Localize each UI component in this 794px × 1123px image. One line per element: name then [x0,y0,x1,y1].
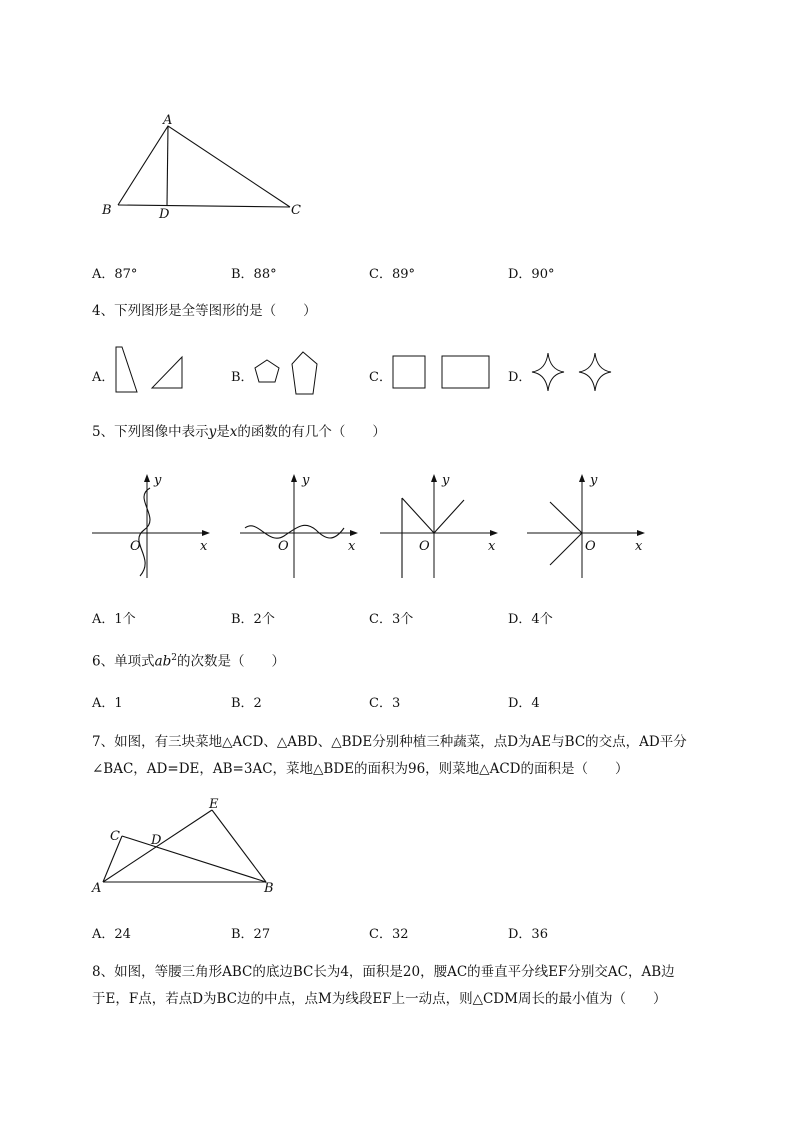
q6-stem [92,649,285,671]
fig7-label-D: D [151,833,162,848]
graph1-label-o: O [130,539,141,554]
q7-option-c: C．32 [369,927,409,942]
q5-stem-part3: 的函数的有几个（ ） [237,424,386,440]
q6-option-d: D．4 [508,696,540,711]
graph1-label-y: y [154,473,162,488]
q6-stem-expression: ab [154,653,172,670]
graph2-label-o: O [278,539,289,554]
q3-triangle-figure [95,110,325,225]
q4-label-d: D． [508,370,532,385]
fig3-label-B: B [102,203,112,218]
fig7-label-A: A [92,881,102,896]
q5-option-c: C．3个 [369,612,414,627]
fig3-label-C: C [291,203,301,218]
fig3-label-A: A [163,113,173,128]
q6-stem-part1: 6、单项式 [92,653,155,670]
q7-option-a: A．24 [92,927,131,942]
q5-stem-var-x: x [229,424,238,440]
q7-stem-line2: ∠BAC，AD=DE，AB=3AC，菜地△BDE的面积为96，则菜地△ACD的面积是（ ） [92,761,629,777]
q4-stem: 4、下列图形是全等图形的是（ ） [92,303,317,319]
q4-shape-a-triangles [112,345,192,395]
q4-label-b: B． [231,370,254,385]
q6-option-c: C．3 [369,696,401,711]
fig7-label-C: C [110,829,120,844]
q5-option-b: B．2个 [231,612,275,627]
q5-stem-part2: 是 [216,424,230,440]
q7-option-d: D．36 [508,927,548,942]
fig7-label-E: E [209,797,219,812]
q4-shape-b-pentagons [250,348,330,398]
q5-graph-2 [240,470,365,582]
q5-graph-4 [527,470,652,582]
graph4-label-x: x [635,539,643,554]
q6-stem-part2: 的次数是（ ） [177,653,286,670]
graph2-label-x: x [348,539,356,554]
graph2-label-y: y [302,473,310,488]
graph3-label-o: O [419,539,430,554]
q5-stem [92,423,386,441]
q7-stem-line1: 7、如图，有三块菜地△ACD、△ABD、△BDE分别种植三种蔬菜，点D为AE与BC的交点，AD平分 [92,734,687,750]
q4-shape-c-rectangles [388,350,498,395]
graph4-label-o: O [585,539,596,554]
q5-stem-part1: 5、下列图像中表示 [92,424,209,440]
q3-option-b: B．88° [231,267,277,282]
q8-stem-line2: 于E，F点，若点D为BC边的中点，点M为线段EF上一动点，则△CDM周长的最小值为（ ） [92,991,667,1007]
q5-graph-3 [380,470,505,582]
q8-stem-line1: 8、如图，等腰三角形ABC的底边BC长为4，面积是20，腰AC的垂直平分线EF分别交AC，AB边 [92,964,675,980]
q6-option-b: B．2 [231,696,262,711]
fig3-label-D: D [159,207,170,222]
q6-option-a: A．1 [92,696,123,711]
q5-option-d: D．4个 [508,612,553,627]
q5-option-a: A．1个 [92,612,136,627]
fig7-label-B: B [264,881,274,896]
q7-figure [92,796,282,896]
graph4-label-y: y [590,473,598,488]
q4-label-c: C． [369,370,392,385]
q5-stem-var-y: y [208,424,217,440]
q3-option-d: D．90° [508,267,555,282]
graph1-label-x: x [200,539,208,554]
graph3-label-x: x [488,539,496,554]
graph3-label-y: y [442,473,450,488]
q4-label-a: A． [92,370,115,385]
q4-shape-d-stars [528,349,618,397]
q3-option-c: C．89° [369,267,415,282]
q6-stem-exponent: 2 [171,653,178,663]
q3-option-a: A．87° [92,267,138,282]
q5-graph-1 [92,470,217,582]
q7-option-b: B．27 [231,927,271,942]
